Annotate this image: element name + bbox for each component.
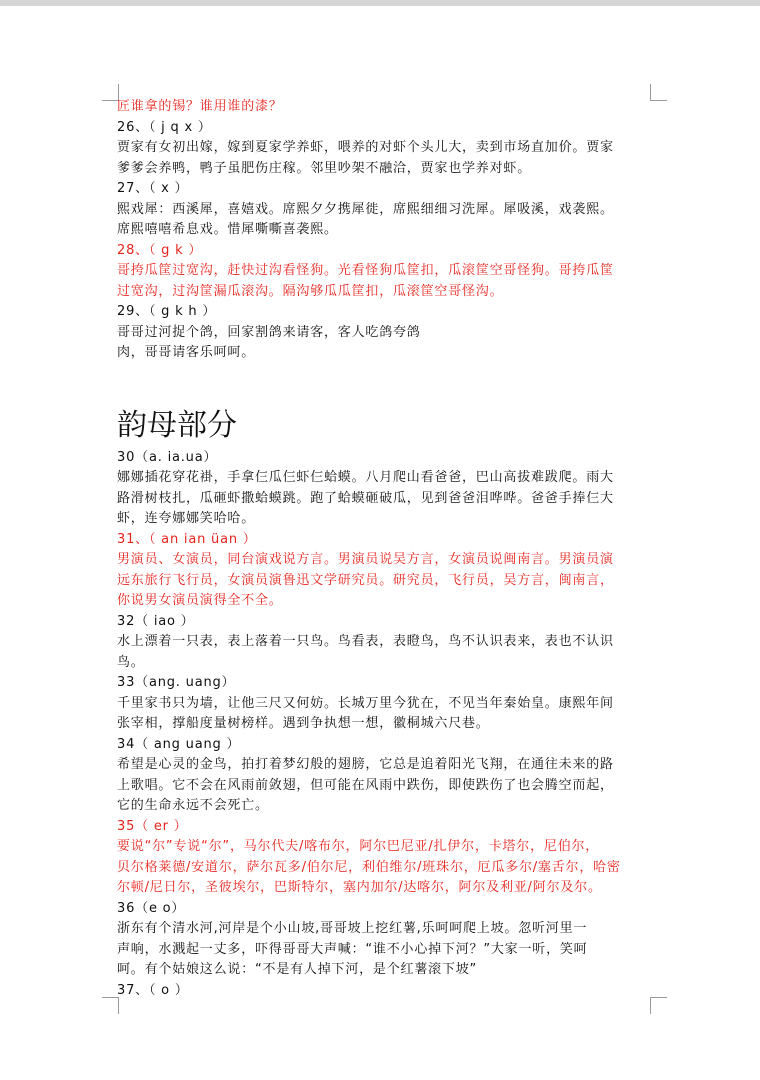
text-line: 虾，连夸娜娜笑哈哈。 bbox=[117, 511, 256, 526]
text-line: 尔顿/尼日尔，圣彼埃尔，巴斯特尔，塞内加尔/达喀尔，阿尔及利亚/阿尔及尔。 bbox=[117, 880, 602, 895]
text-line: 28、（ g k ） bbox=[117, 242, 203, 258]
text-line: 张宰相，撑船度量树榜样。遇到争执想一想，徽桐城六尺巷。 bbox=[117, 716, 490, 731]
text-line: 30（a. ia.ua） bbox=[117, 449, 218, 465]
text-line: 34（ ang uang ） bbox=[117, 736, 241, 752]
text-line: 哥挎瓜筐过宽沟，赶快过沟看怪狗。光看怪狗瓜筐扣，瓜滚筐空哥怪狗。哥挎瓜筐 bbox=[117, 263, 614, 278]
text-line: 匠谁拿的锡？谁用谁的漆？ bbox=[117, 99, 283, 114]
window-top-bar bbox=[0, 0, 760, 6]
text-line: 男演员、女演员，同台演戏说方言。男演员说吴方言，女演员说闽南言。男演员演 bbox=[117, 552, 614, 567]
text-line: 31、（ an ian üan ） bbox=[117, 531, 257, 547]
text-line: 29、（ g k h ） bbox=[117, 304, 217, 319]
text-line: 它的生命永远不会死亡。 bbox=[117, 798, 269, 813]
text-line: 肉，哥哥请客乐呵呵。 bbox=[117, 345, 256, 360]
vowel-section bbox=[117, 448, 657, 1002]
text-line: 32（ iao ） bbox=[117, 613, 195, 629]
text-line: 要说“尔”专说“尔”，马尔代夫/喀布尔，阿尔巴尼亚/扎伊尔，卡塔尔，尼伯尔， bbox=[117, 839, 600, 854]
text-line: 贾家有女初出嫁，嫁到夏家学养虾，喂养的对虾个头儿大，卖到市场直加价。贾家 bbox=[117, 140, 614, 155]
document-body bbox=[117, 97, 657, 1001]
consonant-section bbox=[117, 97, 657, 364]
section-heading: 韵母部分 bbox=[117, 407, 237, 443]
text-line: 过宽沟，过沟筐漏瓜滚沟。隔沟够瓜瓜筐扣，瓜滚筐空哥怪沟。 bbox=[117, 283, 504, 299]
text-line: 远东旅行飞行员，女演员演鲁迅文学研究员。研究员，飞行员，吴方言，闽南言， bbox=[117, 572, 614, 588]
text-line: 上歌唱。它不会在风雨前敛翅，但可能在风雨中跌伤，即使跌伤了也会腾空而起， bbox=[117, 777, 614, 793]
text-line: 路滑树枝扎，瓜砸虾撒蛤蟆跳。跑了蛤蟆砸破瓜，见到爸爸泪哗哗。爸爸手捧仨大 bbox=[117, 490, 614, 506]
text-line: 你说男女演员演得全不全。 bbox=[117, 593, 283, 608]
text-line: 水上漂着一只表，表上落着一只鸟。鸟看表，表瞪鸟，鸟不认识表来，表也不认识 bbox=[117, 634, 614, 649]
text-line: 35（ er ） bbox=[117, 818, 188, 834]
text-line: 37、（ o ） bbox=[117, 982, 189, 998]
text-line: 呵。有个姑娘这么说：“不是有人掉下河，是个红薯滚下坡” bbox=[117, 962, 478, 977]
text-line: 26、（ j q x ） bbox=[117, 119, 212, 135]
text-line: 36（e o） bbox=[117, 900, 186, 916]
text-line: 娜娜插花穿花褂，手拿仨瓜仨虾仨蛤蟆。八月爬山看爸爸，巴山高拔难跋爬。雨大 bbox=[117, 470, 614, 485]
text-line: 33（ang. uang） bbox=[117, 675, 236, 690]
text-line: 鸟。 bbox=[117, 654, 145, 670]
text-line: 席熙嘻嘻希息戏。惜犀嘶嘶喜袭熙。 bbox=[117, 222, 338, 237]
text-line: 声响，水溅起一丈多，吓得哥哥大声喊：“谁不小心掉下河？”大家一听，笑呵 bbox=[117, 941, 588, 957]
text-line: 千里家书只为墙，让他三尺又何妨。长城万里今犹在，不见当年秦始皇。康熙年间 bbox=[117, 695, 614, 711]
text-line: 爹爹会养鸭，鸭子虽肥伤庄稼。邻里吵架不融洽，贾家也学养对虾。 bbox=[117, 160, 532, 176]
text-line: 哥哥过河捉个鸽，回家割鸽来请客，客人吃鸽夸鸽 bbox=[117, 324, 421, 340]
text-line: 27、（ x ） bbox=[117, 181, 189, 196]
text-line: 希望是心灵的金鸟，拍打着梦幻般的翅膀，它总是追着阳光飞翔，在通往未来的路 bbox=[117, 757, 614, 772]
text-line: 浙东有个清水河,河岸是个小山坡,哥哥坡上挖红薯,乐呵呵爬上坡。忽听河里一 bbox=[117, 921, 588, 936]
text-line: 熙戏犀：西溪犀，喜嬉戏。席熙夕夕携犀徙，席熙细细习洗犀。犀吸溪，戏袭熙。 bbox=[117, 201, 614, 217]
text-line: 贝尔格莱德/安道尔，萨尔瓦多/伯尔尼，利伯维尔/班珠尔，厄瓜多尔/塞舌尔，哈密 bbox=[117, 859, 621, 875]
